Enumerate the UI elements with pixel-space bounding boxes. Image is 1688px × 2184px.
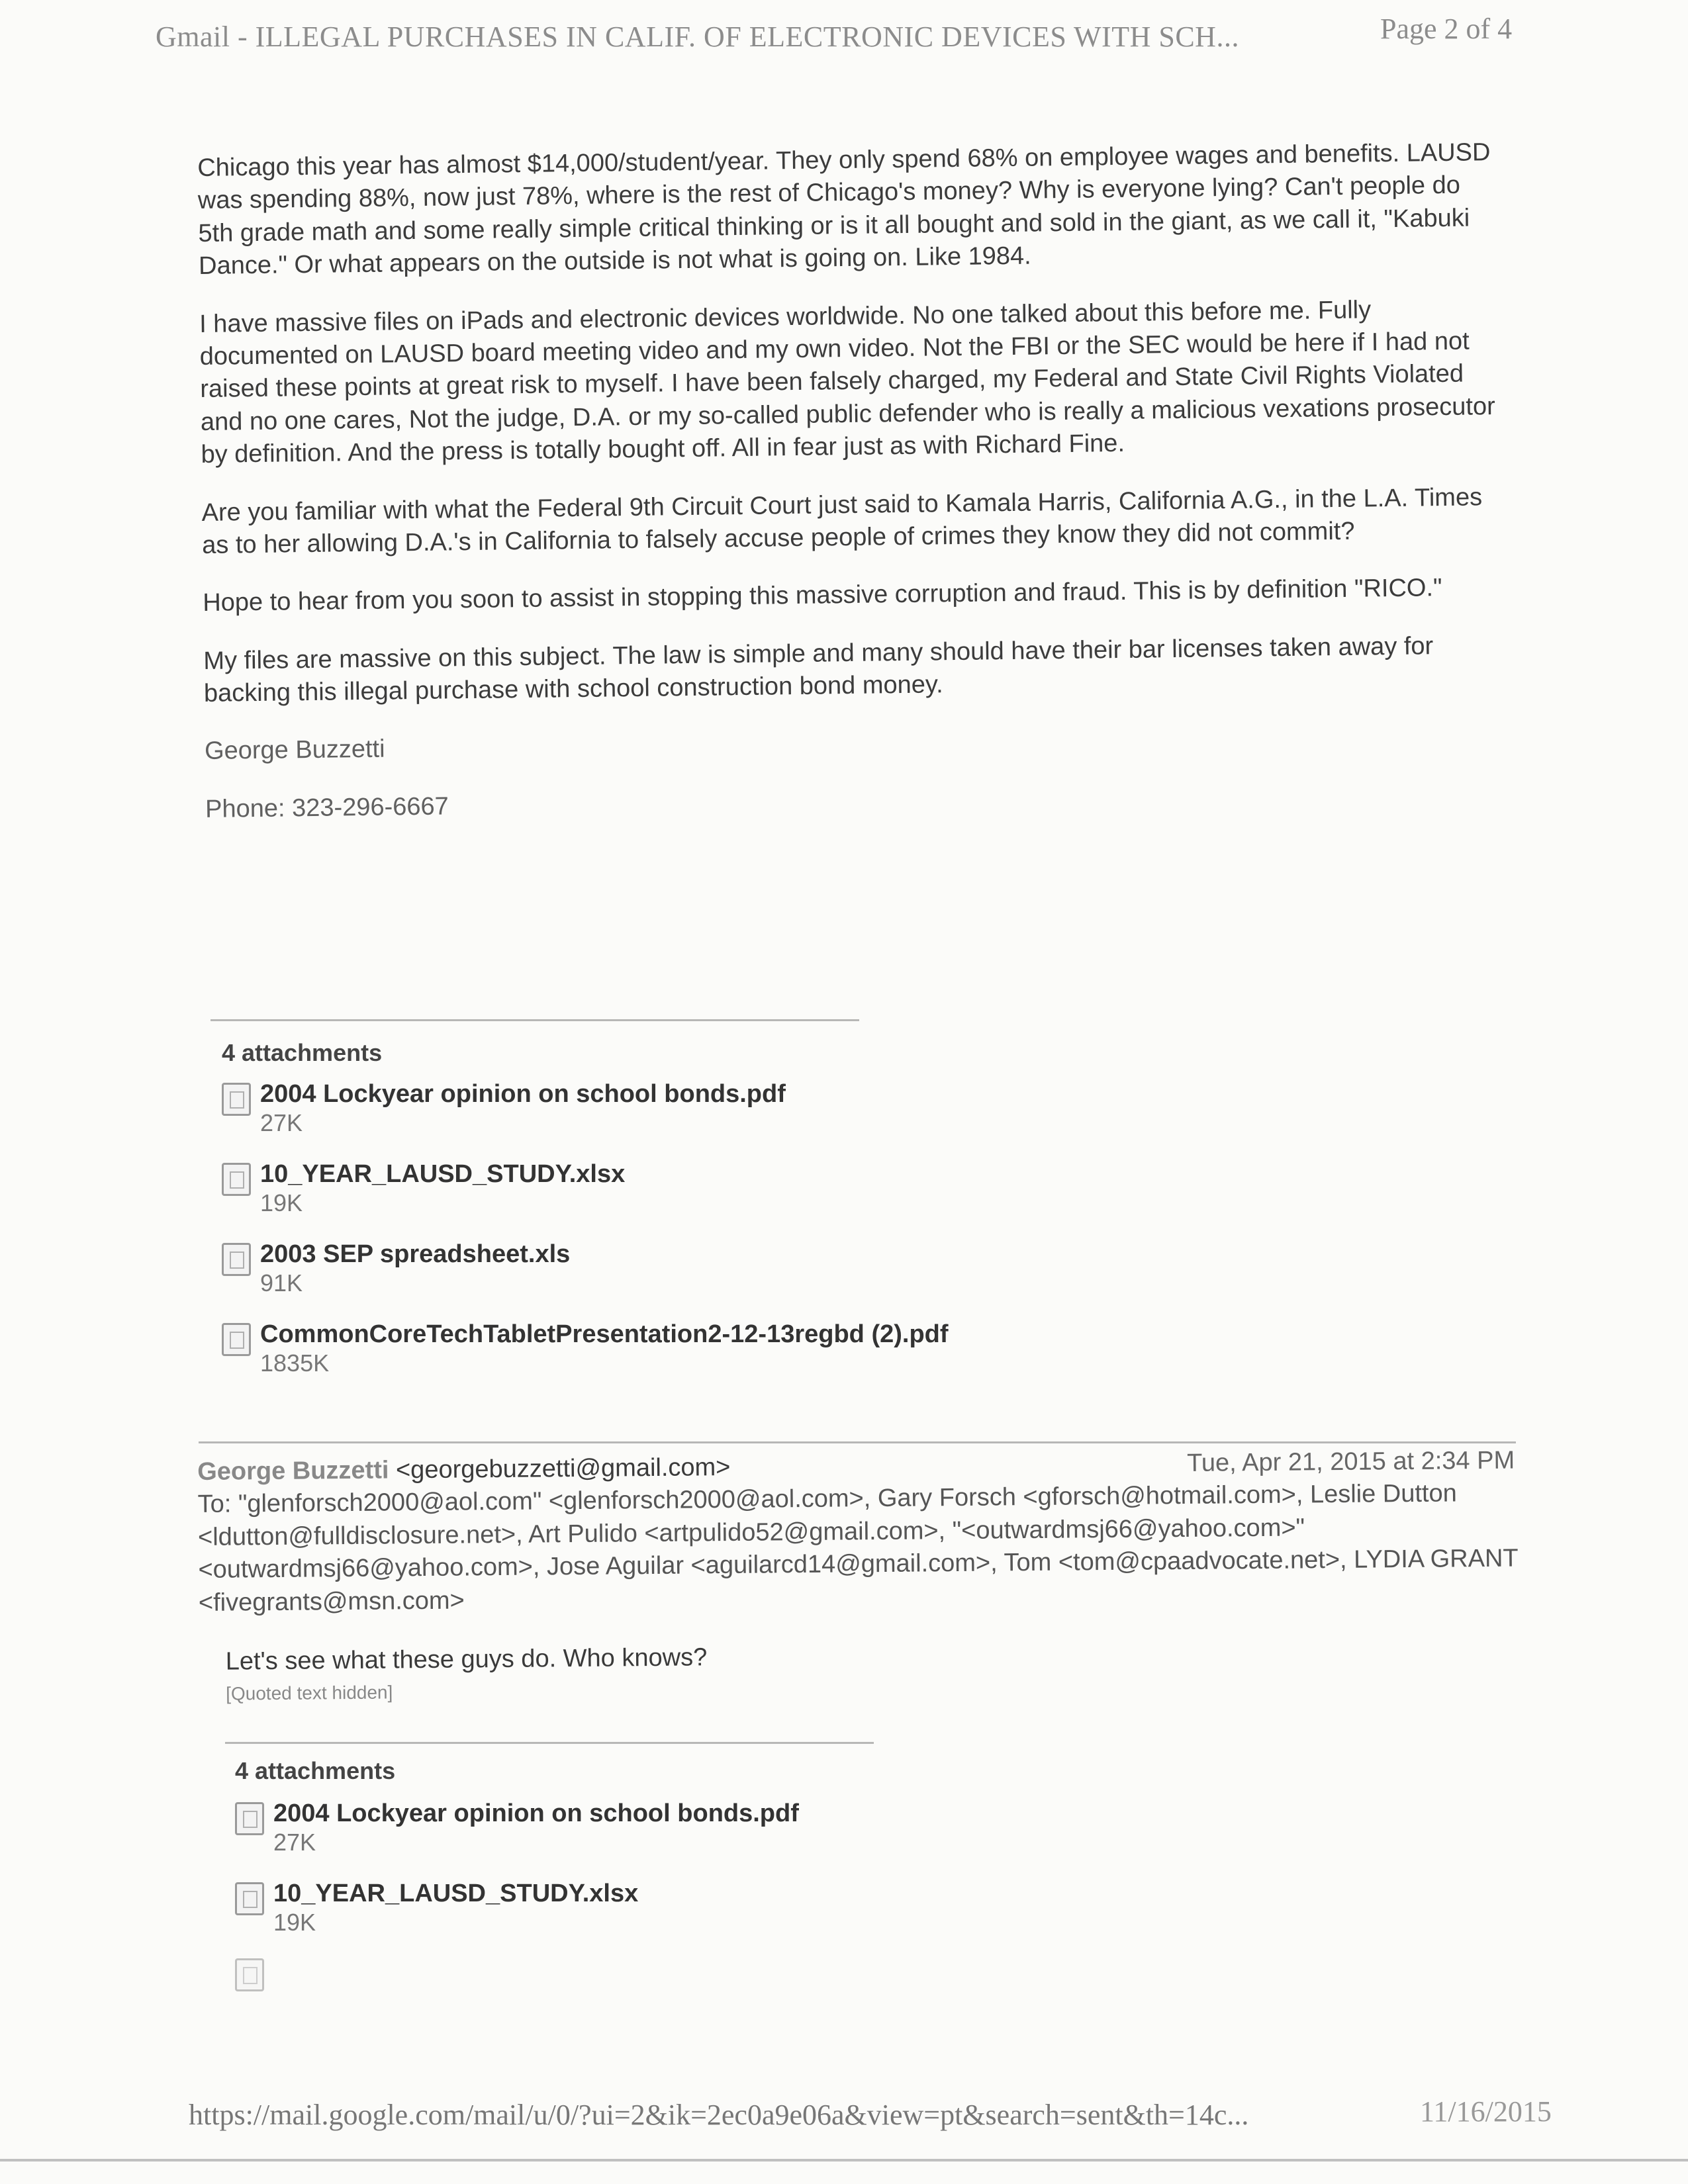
body-paragraph: Chicago this year has almost $14,000/student/year. They only spend 68% on employee wages and benefits. LAUSD was spending 88%, now just 78%, where is the rest of Chicago's money? Why is everyone lying? Can't people do 5th grade math and some really simple critical thinking or is it all bought and sold in the giant, as we call it, "Kabuki Dance." Or what appears on the outside is not what is going on. Like 1984. — [197, 138, 1491, 281]
file-icon — [222, 1243, 251, 1276]
attachment-item[interactable] — [235, 1880, 1162, 1936]
body-paragraph: Are you familiar with what the Federal 9th Circuit Court just said to Kamala Harris, California A.G., in the L.A. Times as to her allowing D.A.'s in California to falsely accuse people of crimes they know they did not commit? — [201, 482, 1483, 559]
footer-url: https://mail.google.com/mail/u/0/?ui=2&ik=2ec0a9e06a&view=pt&search=sent&th=14c... — [189, 2099, 1249, 2131]
signature-phone: Phone: 323-296-6667 — [205, 792, 449, 823]
attachment-size: 27K — [273, 1828, 316, 1856]
attachment-item[interactable] — [222, 1160, 1149, 1216]
attachments-heading: 4 attachments — [235, 1757, 396, 1784]
signature-name: George Buzzetti — [204, 735, 385, 766]
file-icon — [235, 1958, 264, 1991]
sender-name: George Buzzetti — [197, 1456, 389, 1486]
file-icon — [235, 1802, 264, 1835]
attachment-item[interactable] — [222, 1320, 1149, 1377]
attachments-divider — [225, 1742, 874, 1744]
attachment-name[interactable]: CommonCoreTechTabletPresentation2-12-13regbd (2).pdf — [260, 1320, 949, 1349]
attachment-name[interactable]: 10_YEAR_LAUSD_STUDY.xlsx — [273, 1880, 639, 1908]
file-icon — [222, 1323, 251, 1356]
attachment-size: 1835K — [260, 1349, 330, 1377]
attachments-divider — [211, 1019, 859, 1021]
attachment-size: 19K — [260, 1189, 303, 1216]
attachment-name[interactable]: 2003 SEP spreadsheet.xls — [260, 1240, 571, 1269]
attachment-name[interactable]: 2004 Lockyear opinion on school bonds.pdf — [260, 1080, 786, 1108]
file-icon — [222, 1083, 251, 1116]
message-body — [197, 136, 1503, 851]
footer-date: 11/16/2015 — [1420, 2095, 1552, 2128]
attachment-size: 27K — [260, 1109, 303, 1136]
attachment-item[interactable] — [235, 1956, 1162, 1991]
attachment-item[interactable] — [222, 1240, 1149, 1297]
body-paragraph: Hope to hear from you soon to assist in stopping this massive corruption and fraud. This is by definition "RICO." — [203, 574, 1442, 617]
attachments-section — [235, 1757, 1162, 1991]
body-paragraph: My files are massive on this subject. The law is simple and many should have their bar licenses taken away for backing this illegal purchase with school construction bond money. — [203, 631, 1434, 708]
message-date: Tue, Apr 21, 2015 at 2:34 PM — [1186, 1446, 1515, 1477]
message-2 — [197, 1444, 1556, 1707]
message-divider — [199, 1441, 1516, 1443]
attachment-name[interactable]: 2004 Lockyear opinion on school bonds.pdf — [273, 1799, 799, 1827]
attachments-section — [222, 1039, 1149, 1377]
recipients: To: "glenforsch2000@aol.com" <glenforsch2000@aol.com>, Gary Forsch <gforsch@hotmail.com>, Leslie Dutton <ldutton@fulldisclosure.net>, Art Pulido <artpulido52@gmail.com>, "<outwardmsj66@yahoo.com>" <outwardmsj66@yahoo.com>, Jose Aguilar <aguilarcd14@gmail.com>, Tom <tom@cpaadvocate.net>, LYDIA GRANT <fivegrants@msn.com> — [197, 1479, 1519, 1617]
message-body: Let's see what these guys do. Who knows? — [225, 1643, 708, 1676]
body-paragraph: I have massive files on iPads and electronic devices worldwide. No one talked about this before me. Fully documented on LAUSD board meeting video and my own video. Not the FBI or the SEC would be here if I had not raised these points at great risk to myself. I have been falsely charged, my Federal and State Civil Rights Violated and no one cares, Not the judge, D.A. or my so-called public defender who is really a malicious vexations prosecutor by definition. And the press is totally bought off. All in fear just as with Richard Fine. — [199, 295, 1495, 469]
attachment-size: 19K — [273, 1908, 316, 1936]
quoted-text-toggle[interactable]: [Quoted text hidden] — [226, 1682, 393, 1704]
file-icon — [235, 1882, 264, 1915]
page-number: Page 2 of 4 — [1380, 13, 1513, 45]
sender-email: <georgebuzzetti@gmail.com> — [395, 1453, 731, 1484]
scan-edge-line — [0, 2159, 1688, 2161]
page-header-title: Gmail - ILLEGAL PURCHASES IN CALIF. OF ELECTRONIC DEVICES WITH SCH... — [156, 21, 1239, 53]
attachment-name[interactable]: 10_YEAR_LAUSD_STUDY.xlsx — [260, 1160, 626, 1189]
attachment-item[interactable] — [222, 1080, 1149, 1136]
attachments-heading: 4 attachments — [222, 1039, 383, 1066]
attachment-size: 91K — [260, 1269, 303, 1297]
file-icon — [222, 1163, 251, 1196]
attachment-item[interactable] — [235, 1799, 1162, 1856]
